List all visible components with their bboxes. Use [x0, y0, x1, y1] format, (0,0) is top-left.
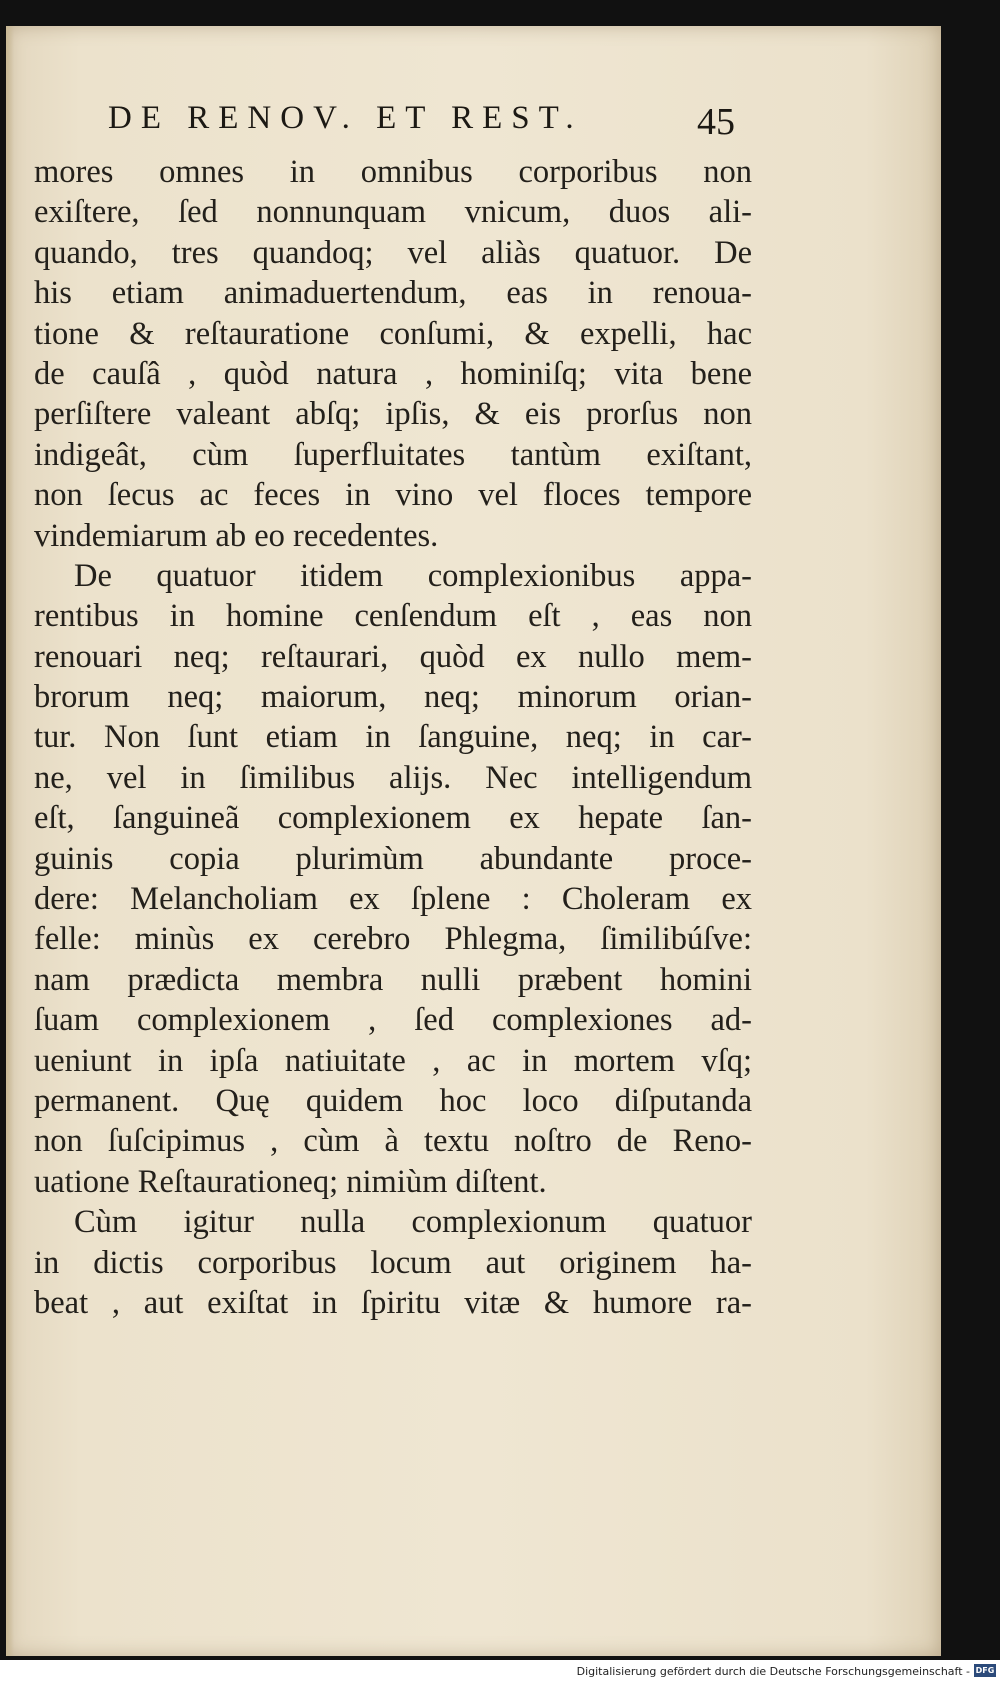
text-line: eſt, ſanguineã complexionem ex hepate ſan-	[34, 800, 752, 837]
text-line: quando, tres quandoq; vel aliàs quatuor. De	[34, 234, 752, 271]
text-line: perſiſtere valeant abſq; ipſis, & eis prorſus non	[34, 396, 752, 433]
text-line: felle: minùs ex cerebro Phlegma, ſimilibúſve:	[34, 921, 752, 958]
text-line: ne, vel in ſimilibus alijs. Nec intelligendum	[34, 759, 752, 796]
text-line: tur. Non ſunt etiam in ſanguine, neq; in car-	[34, 719, 752, 756]
text-line: uatione Reſtaurationeq; nimiùm diſtent.	[34, 1163, 547, 1200]
text-line: guinis copia plurimùm abundante proce-	[34, 840, 752, 877]
text-line: dere: Melancholiam ex ſplene : Choleram ex	[34, 881, 752, 918]
text-line: tione & reſtauratione conſumi, & expelli, hac	[34, 315, 752, 352]
text-line: indigeât, cùm ſuperfluitates tantùm exiſtant,	[34, 436, 752, 473]
text-line: nam prædicta membra nulli præbent homini	[34, 961, 752, 998]
dfg-logo: DFG	[975, 1666, 995, 1675]
text-line: De quatuor itidem complexionibus appa-	[74, 557, 752, 594]
text-line: brorum neq; maiorum, neq; minorum orian-	[34, 679, 752, 716]
text-line: his etiam animaduertendum, eas in renoua-	[34, 275, 752, 312]
text-line: beat , aut exiſtat in ſpiritu vitæ & humore ra-	[34, 1284, 752, 1321]
page-edge	[6, 26, 14, 1656]
text-line: vindemiarum ab eo recedentes.	[34, 517, 439, 554]
text-line: rentibus in homine cenſendum eſt , eas non	[34, 598, 752, 635]
text-line: de cauſâ , quòd natura , hominiſq; vita bene	[34, 355, 752, 392]
text-line: ſuam complexionem , ſed complexiones ad-	[34, 1002, 752, 1039]
body-text	[34, 152, 752, 1323]
text-line: ueniunt in ipſa natiuitate , ac in mortem vſq;	[34, 1042, 752, 1079]
text-line: non ſecus ac feces in vino vel floces tempore	[34, 477, 752, 514]
text-line: exiſtere, ſed nonnunquam vnicum, duos ali-	[34, 194, 752, 231]
text-line: mores omnes in omnibus corporibus non	[34, 154, 752, 190]
page-number: 45	[697, 101, 735, 143]
text-line: renouari neq; reſtaurari, quòd ex nullo mem-	[34, 638, 752, 675]
text-line: non ſuſcipimus , cùm à textu noſtro de Reno-	[34, 1123, 752, 1160]
text-line: in dictis corporibus locum aut originem ha-	[34, 1244, 752, 1281]
digitization-credit: Digitalisierung gefördert durch die Deutsche Forschungsgemeinschaft -	[576, 1665, 970, 1678]
text-line: Cùm igitur nulla complexionum quatuor	[74, 1204, 752, 1241]
running-head: DE RENOV. ET REST.	[108, 100, 583, 136]
text-line: permanent. Quę quidem hoc loco diſputanda	[34, 1082, 752, 1119]
